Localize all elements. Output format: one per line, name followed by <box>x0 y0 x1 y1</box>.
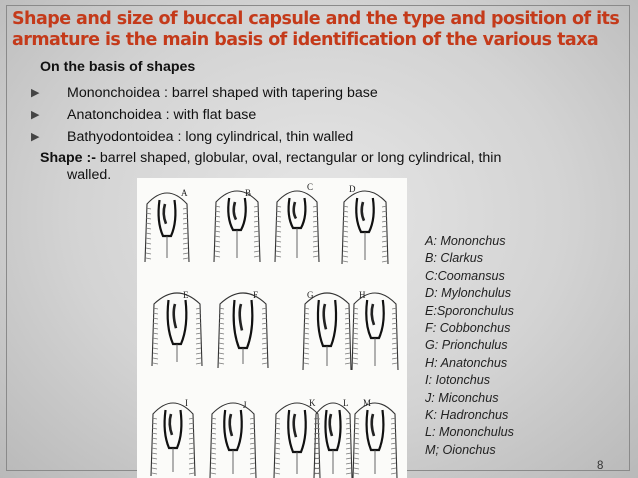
cuticle-annule <box>215 241 220 242</box>
cuticle-annule <box>250 458 255 459</box>
panel-label: C <box>307 182 314 192</box>
bullet-marker-icon: ▶ <box>31 131 40 143</box>
cuticle-annule <box>183 238 188 239</box>
cuticle-annule <box>354 453 359 454</box>
dorsal-tooth <box>372 414 374 436</box>
dorsal-tooth <box>294 202 296 219</box>
cuticle-annule <box>382 226 387 227</box>
legend-entry: L: Mononchulus <box>425 425 514 440</box>
cuticle-annule <box>152 438 157 439</box>
cuticle-annule <box>146 243 151 244</box>
cuticle-annule <box>354 473 359 474</box>
dorsal-tooth <box>294 414 296 437</box>
panel-label: E <box>183 290 189 300</box>
cuticle-annule <box>211 453 216 454</box>
cuticle-annule <box>211 473 216 474</box>
cuticle-annule <box>153 343 158 344</box>
cuticle-annule <box>346 463 351 464</box>
buccal-capsule <box>367 410 384 450</box>
cuticle-annule <box>343 261 348 262</box>
cuticle-annule <box>391 458 396 459</box>
cuticle-annule <box>345 333 350 334</box>
cuticle-annule <box>262 338 267 339</box>
cuticle-annule <box>275 448 280 449</box>
cuticle-annule <box>345 363 350 364</box>
cuticle-annule <box>353 353 358 354</box>
cuticle-annule <box>391 443 396 444</box>
panel-label: B <box>245 188 252 198</box>
cuticle-annule <box>345 343 350 344</box>
cuticle-annule <box>219 333 224 334</box>
cuticle-annule <box>346 448 351 449</box>
cuticle-annule <box>313 246 318 247</box>
panel-label: G <box>307 290 314 300</box>
bullet-item <box>31 104 605 126</box>
cuticle-annule <box>219 358 224 359</box>
cuticle-annule <box>215 231 220 232</box>
cuticle-annule <box>152 473 157 474</box>
cuticle-annule <box>354 468 359 469</box>
bullet-text: Bathyodontoidea : long cylindrical, thin walled <box>67 129 354 145</box>
cuticle-annule <box>211 463 216 464</box>
cuticle-annule <box>382 261 387 262</box>
cuticle-annule <box>196 363 201 364</box>
cuticle-annule <box>382 241 387 242</box>
cuticle-annule <box>313 241 318 242</box>
cuticle-annule <box>254 246 259 247</box>
cuticle-annule <box>343 226 348 227</box>
panel-label: H <box>359 290 366 300</box>
cuticle-annule <box>250 473 255 474</box>
cuticle-annule <box>250 448 255 449</box>
bullet-marker-icon: ▶ <box>31 109 40 121</box>
cuticle-annule <box>276 231 281 232</box>
cuticle-annule <box>152 443 157 444</box>
slide-title <box>12 9 628 51</box>
cuticle-annule <box>275 443 280 444</box>
cuticle-annule <box>215 246 220 247</box>
cuticle-annule <box>353 358 358 359</box>
cuticle-annule <box>196 338 201 339</box>
cuticle-annule <box>343 256 348 257</box>
buccal-capsule-figure <box>137 178 407 478</box>
cuticle-annule <box>153 358 158 359</box>
cuticle-annule <box>189 463 194 464</box>
cuticle-annule <box>211 468 216 469</box>
dorsal-tooth <box>324 304 326 329</box>
cuticle-annule <box>262 353 267 354</box>
cuticle-annule <box>343 236 348 237</box>
cuticle-annule <box>183 228 188 229</box>
cuticle-annule <box>189 453 194 454</box>
dorsal-tooth <box>164 204 166 224</box>
legend-entry: A: Mononchus <box>425 234 506 248</box>
cuticle-annule <box>354 463 359 464</box>
cuticle-annule <box>189 468 194 469</box>
cuticle-annule <box>211 448 216 449</box>
cuticle-annule <box>392 343 397 344</box>
cuticle-annule <box>250 468 255 469</box>
legend-entry: E:Sporonchulus <box>425 303 514 318</box>
cuticle-annule <box>215 256 220 257</box>
buccal-capsule <box>234 300 253 348</box>
cuticle-annule <box>152 463 157 464</box>
cuticle-annule <box>392 348 397 349</box>
panel-label: F <box>253 290 259 300</box>
cuticle-annule <box>183 233 188 234</box>
cuticle-annule <box>211 443 216 444</box>
shape-text: barrel shaped, globular, oval, rectangular or long cylindrical, thin <box>95 150 502 166</box>
cuticle-annule <box>254 226 259 227</box>
cuticle-annule <box>353 343 358 344</box>
cuticle-annule <box>345 353 350 354</box>
cuticle-annule <box>313 251 318 252</box>
cuticle-annule <box>189 458 194 459</box>
cuticle-annule <box>146 233 151 234</box>
cuticle-annule <box>304 333 309 334</box>
panel-label: J <box>243 400 247 410</box>
cuticle-annule <box>304 358 309 359</box>
cuticle-annule <box>215 251 220 252</box>
cuticle-annule <box>219 338 224 339</box>
cuticle-annule <box>275 463 280 464</box>
cuticle-annule <box>276 251 281 252</box>
cuticle-annule <box>304 348 309 349</box>
cuticle-annule <box>392 363 397 364</box>
cuticle-annule <box>313 226 318 227</box>
cuticle-annule <box>345 338 350 339</box>
dorsal-tooth <box>330 414 332 436</box>
cuticle-annule <box>392 353 397 354</box>
cuticle-annule <box>153 363 158 364</box>
buccal-capsule <box>228 198 245 230</box>
cuticle-annule <box>276 246 281 247</box>
legend-entry: K: Hadronchus <box>425 408 509 423</box>
dorsal-tooth <box>372 304 374 325</box>
legend-entry: I: Iotonchus <box>425 373 491 388</box>
cuticle-annule <box>254 231 259 232</box>
panel-label: D <box>349 184 356 194</box>
cuticle-annule <box>146 238 151 239</box>
cuticle-annule <box>189 443 194 444</box>
buccal-capsule <box>165 410 182 448</box>
cuticle-annule <box>382 231 387 232</box>
cuticle-annule <box>354 458 359 459</box>
cuticle-annule <box>183 243 188 244</box>
buccal-capsule <box>224 410 241 450</box>
cuticle-annule <box>262 363 267 364</box>
cuticle-annule <box>382 246 387 247</box>
cuticle-annule <box>196 333 201 334</box>
cuticle-annule <box>392 338 397 339</box>
legend-entry: G: Prionchulus <box>425 338 508 353</box>
cuticle-annule <box>345 358 350 359</box>
cuticle-annule <box>211 458 216 459</box>
cuticle-annule <box>153 338 158 339</box>
cuticle-annule <box>262 333 267 334</box>
taxa-legend <box>425 233 514 459</box>
cuticle-annule <box>189 448 194 449</box>
legend-entry: J: Miconchus <box>425 390 499 405</box>
cuticle-annule <box>219 353 224 354</box>
cuticle-annule <box>391 463 396 464</box>
cuticle-annule <box>343 251 348 252</box>
buccal-capsule-drawings <box>137 178 407 478</box>
cuticle-annule <box>343 241 348 242</box>
legend-entry: M; Oionchus <box>425 442 496 457</box>
cuticle-annule <box>152 468 157 469</box>
cuticle-annule <box>196 358 201 359</box>
cuticle-annule <box>152 453 157 454</box>
shape-text-continued: walled. <box>67 167 112 183</box>
cuticle-annule <box>304 363 309 364</box>
bullet-marker-icon: ▶ <box>31 87 40 99</box>
cuticle-annule <box>313 256 318 257</box>
panel-label: M <box>363 398 372 408</box>
buccal-capsule <box>325 410 340 450</box>
cuticle-annule <box>343 231 348 232</box>
cuticle-annule <box>250 463 255 464</box>
cuticle-annule <box>346 443 351 444</box>
cuticle-annule <box>392 358 397 359</box>
buccal-capsule <box>318 300 336 346</box>
cuticle-annule <box>262 348 267 349</box>
cuticle-annule <box>391 448 396 449</box>
panel-label: A <box>181 188 188 198</box>
cuticle-annule <box>353 363 358 364</box>
cuticle-annule <box>275 468 280 469</box>
legend-entry: C:Coomansus <box>425 268 505 283</box>
cuticle-annule <box>183 258 188 259</box>
cuticle-annule <box>346 473 351 474</box>
cuticle-annule <box>153 348 158 349</box>
cuticle-annule <box>275 453 280 454</box>
cuticle-annule <box>146 248 151 249</box>
cuticle-annule <box>219 363 224 364</box>
cuticle-annule <box>189 473 194 474</box>
cuticle-annule <box>343 246 348 247</box>
cuticle-annule <box>304 338 309 339</box>
buccal-capsule <box>289 198 306 228</box>
cuticle-annule <box>250 453 255 454</box>
cuticle-annule <box>196 328 201 329</box>
cuticle-annule <box>353 333 358 334</box>
cuticle-annule <box>304 343 309 344</box>
cuticle-annule <box>262 343 267 344</box>
cuticle-annule <box>313 231 318 232</box>
cuticle-annule <box>346 458 351 459</box>
buccal-capsule <box>366 300 383 338</box>
cuticle-annule <box>275 458 280 459</box>
legend-entry: H: Anatonchus <box>425 355 508 370</box>
cuticle-annule <box>254 256 259 257</box>
cuticle-annule <box>254 251 259 252</box>
cuticle-annule <box>391 473 396 474</box>
cuticle-annule <box>183 253 188 254</box>
panel-label: L <box>343 398 349 408</box>
cuticle-annule <box>183 248 188 249</box>
cuticle-annule <box>219 348 224 349</box>
cuticle-annule <box>304 353 309 354</box>
cuticle-annule <box>254 236 259 237</box>
cuticle-annule <box>146 228 151 229</box>
cuticle-annule <box>262 358 267 359</box>
cuticle-annule <box>276 241 281 242</box>
cuticle-annule <box>146 253 151 254</box>
cuticle-annule <box>391 468 396 469</box>
buccal-capsule <box>159 200 176 236</box>
cuticle-annule <box>189 438 194 439</box>
cuticle-annule <box>276 256 281 257</box>
legend-entry: D: Mylonchulus <box>425 286 512 301</box>
cuticle-annule <box>196 348 201 349</box>
cuticle-annule <box>250 443 255 444</box>
cuticle-annule <box>152 458 157 459</box>
cuticle-annule <box>196 353 201 354</box>
cuticle-annule <box>276 226 281 227</box>
dorsal-tooth <box>170 414 172 435</box>
cuticle-annule <box>353 348 358 349</box>
bullet-item <box>31 126 605 148</box>
cuticle-annule <box>152 448 157 449</box>
dorsal-tooth <box>240 304 242 330</box>
cuticle-annule <box>392 333 397 334</box>
panel-label: K <box>309 398 316 408</box>
cuticle-annule <box>153 353 158 354</box>
cuticle-annule <box>146 258 151 259</box>
cuticle-annule <box>254 241 259 242</box>
page-number: 8 <box>597 460 604 472</box>
cuticle-annule <box>215 236 220 237</box>
dorsal-tooth <box>234 202 236 220</box>
cuticle-annule <box>215 226 220 227</box>
cuticle-annule <box>276 236 281 237</box>
cuticle-annule <box>153 328 158 329</box>
subheading: On the basis of shapes <box>40 59 196 75</box>
cuticle-annule <box>382 251 387 252</box>
buccal-capsule <box>356 198 373 232</box>
buccal-capsule <box>168 300 187 344</box>
dorsal-tooth <box>230 414 232 436</box>
slide-title-line-1: Shape and size of buccal capsule and the type and position of its <box>12 9 620 29</box>
buccal-capsule <box>288 410 305 452</box>
cuticle-annule <box>346 468 351 469</box>
cuticle-annule <box>354 443 359 444</box>
cuticle-annule <box>345 348 350 349</box>
bullet-text: Anatonchoidea : with flat base <box>67 107 257 123</box>
cuticle-annule <box>382 256 387 257</box>
cuticle-annule <box>275 473 280 474</box>
slide-title-line-2: armature is the main basis of identification of the various taxa <box>12 30 599 50</box>
bullet-item <box>31 82 605 104</box>
slide-body <box>31 58 605 184</box>
bullet-text: Mononchoidea : barrel shaped with tapering base <box>67 85 378 101</box>
cuticle-annule <box>353 338 358 339</box>
cuticle-annule <box>313 236 318 237</box>
cuticle-annule <box>382 236 387 237</box>
cuticle-annule <box>354 448 359 449</box>
cuticle-annule <box>219 343 224 344</box>
cuticle-annule <box>391 453 396 454</box>
panel-label: I <box>185 398 188 408</box>
cuticle-annule <box>153 333 158 334</box>
legend-entry: B: Clarkus <box>425 251 484 266</box>
shape-label: Shape :- <box>40 150 96 166</box>
legend-entry: F: Cobbonchus <box>425 321 511 336</box>
cuticle-annule <box>196 343 201 344</box>
dorsal-tooth <box>362 202 364 221</box>
cuticle-annule <box>346 453 351 454</box>
dorsal-tooth <box>174 304 176 328</box>
